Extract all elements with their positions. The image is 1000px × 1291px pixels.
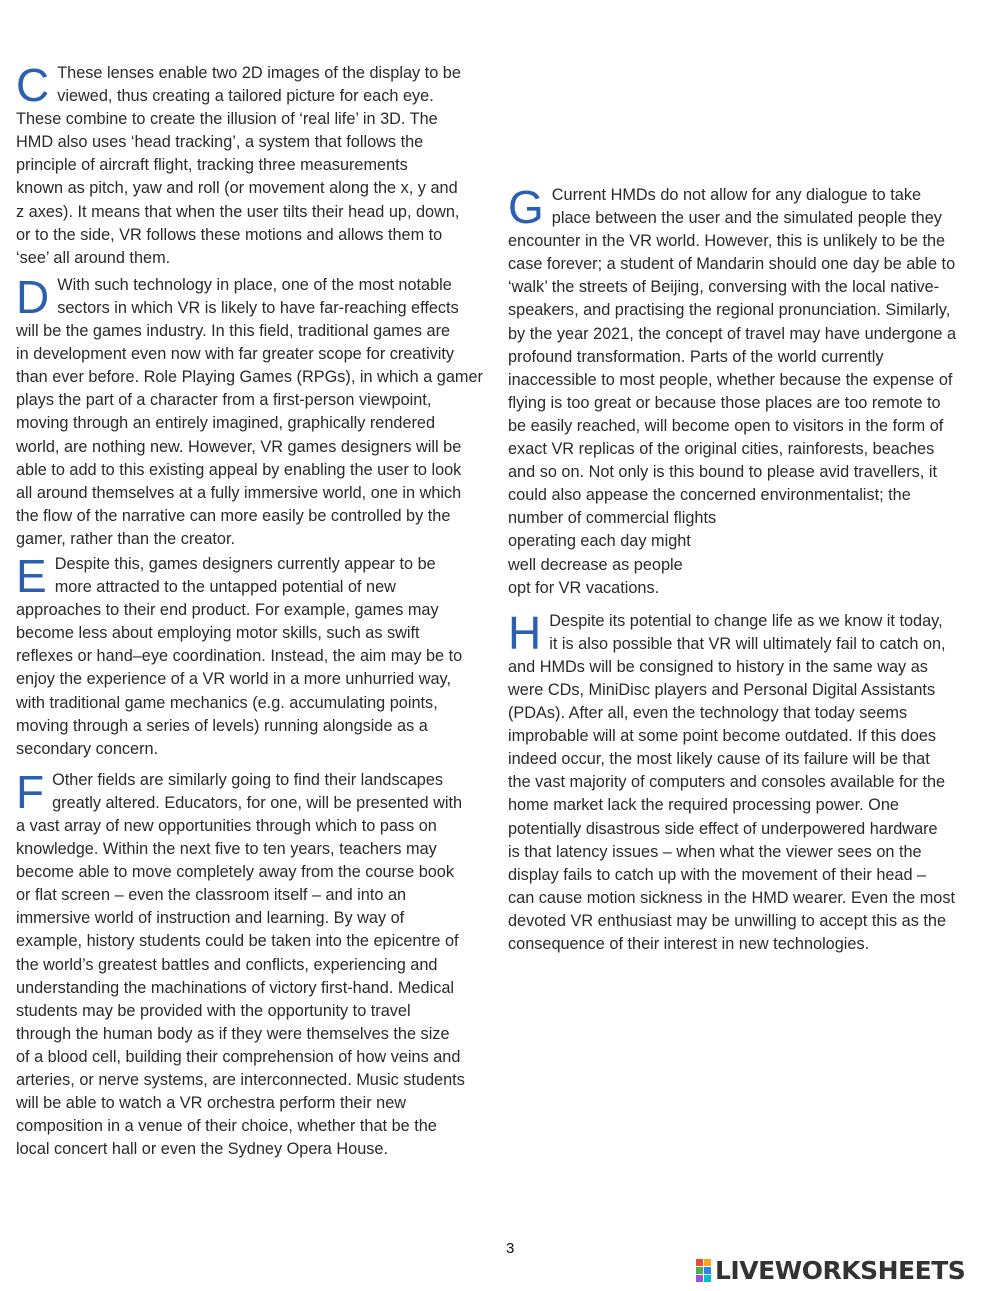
text-line: more attracted to the untapped potential of new [54, 578, 396, 597]
logo-cell [704, 1275, 711, 1282]
paragraph-f [16, 765, 502, 1162]
text-line: able to add to this existing appeal by enabling the user to look [16, 460, 462, 479]
text-line: of a blood cell, building their comprehension of how veins and [16, 1047, 461, 1066]
text-line: by the year 2021, the concept of travel may have undergone a [508, 324, 957, 343]
text-line: Other fields are similarly going to find their landscapes [52, 770, 444, 789]
text-line: Despite this, games designers currently appear to be [54, 554, 436, 573]
text-line: and HMDs will be consigned to history in the same way as [508, 657, 928, 676]
logo-cell [696, 1275, 703, 1282]
text-line: become able to move completely away from the course book [16, 863, 455, 882]
text-line: a vast array of new opportunities through which to pass on [16, 817, 437, 835]
text-line: ‘walk’ the streets of Beijing, conversing with the local native- [508, 278, 940, 297]
text-line: than ever before. Role Playing Games (RPGs), in which a gamer [16, 368, 483, 387]
text-line: will be the games industry. In this field, traditional games are [16, 322, 451, 341]
text-line: greatly altered. Educators, for one, will be presented with [52, 793, 463, 812]
section-letter: G [508, 181, 544, 233]
text-line: it is also possible that VR will ultimately fail to catch on, [549, 634, 946, 653]
text-line: become less about employing motor skills, such as swift [16, 624, 420, 643]
text-line: number of commercial flights [508, 509, 717, 528]
text-line: example, history students could be taken into the epicentre of [16, 932, 459, 951]
page-number: 3 [506, 1240, 515, 1257]
text-line: sectors in which VR is likely to have far-reaching effects [57, 298, 459, 317]
text-line: well decrease as people [508, 555, 683, 574]
text-line: indeed occur, the most likely cause of its failure will be that [508, 750, 930, 769]
text-line: be easily reached, will become open to visitors in the form of [508, 416, 944, 435]
text-line: arteries, or nerve systems, are interconnected. Music students [16, 1071, 465, 1090]
text-line: plays the part of a character from a first-person viewpoint, [16, 391, 432, 410]
text-line: viewed, thus creating a tailored picture for each eye. [57, 87, 434, 106]
liveworksheets-logo-icon [696, 1259, 711, 1282]
text-line: opt for VR vacations. [508, 578, 660, 597]
text-line: profound transformation. Parts of the world currently [508, 347, 884, 366]
text-line: principle of aircraft flight, tracking three measurements [16, 156, 408, 175]
paragraph-e [16, 549, 502, 761]
text-line: reflexes or hand–eye coordination. Instead, the aim may be to [16, 647, 463, 666]
right-column [508, 181, 988, 956]
logo-cell [704, 1259, 711, 1266]
text-line: immersive world of instruction and learning. By way of [16, 909, 405, 928]
text-line: in development even now with far greater scope for creativity [16, 345, 455, 364]
text-line: were CDs, MiniDisc players and Personal Digital Assistants [508, 680, 936, 699]
text-line: These combine to create the illusion of ‘real life’ in 3D. The [16, 110, 438, 129]
section-letter: D [16, 270, 50, 323]
text-line: ‘see’ all around them. [16, 248, 171, 267]
text-line: z axes). It means that when the user tilts their head up, down, [16, 202, 460, 221]
text-line: and so on. Not only is this bound to please avid travellers, it [508, 463, 937, 482]
section-letter: F [16, 765, 45, 818]
text-line: known as pitch, yaw and roll (or movement along the x, y and [16, 179, 458, 198]
text-line: Current HMDs do not allow for any dialogue to take [551, 186, 922, 204]
text-line: through the human body as if they were themselves the size [16, 1024, 450, 1043]
text-line: display fails to catch up with the movement of their head – [508, 865, 927, 884]
paragraph-g [508, 181, 988, 600]
text-line: students may be provided with the opportunity to travel [16, 1001, 411, 1020]
text-line: encounter in the VR world. However, this is unlikely to be the [508, 232, 946, 251]
text-line: is that latency issues – when what the viewer sees on the [508, 842, 922, 861]
logo-cell [704, 1267, 711, 1274]
text-line: will be able to watch a VR orchestra perform their new [16, 1094, 407, 1113]
text-line: improbable will at some point become outdated. If this does [508, 727, 937, 746]
brand-watermark [696, 1255, 996, 1285]
text-line: the world’s greatest battles and conflicts, experiencing and [16, 955, 438, 974]
logo-cell [696, 1267, 703, 1274]
text-line: Despite its potential to change life as we know it today, [549, 611, 943, 630]
paragraph-d [16, 270, 502, 551]
logo-cell [696, 1259, 703, 1266]
text-line: local concert hall or even the Sydney Opera House. [16, 1140, 388, 1159]
text-line: devoted VR enthusiast may be unwilling to accept this as the [508, 911, 947, 930]
text-line: These lenses enable two 2D images of the display to be [57, 64, 461, 82]
section-letter: E [16, 549, 47, 602]
text-line: exact VR replicas of the original cities, rainforests, beaches [508, 440, 935, 459]
text-line: moving through a series of levels) running alongside as a [16, 716, 428, 735]
text-line: flying is too great or because those places are too remote to [508, 393, 941, 412]
text-line: the vast majority of computers and consoles available for the [508, 773, 946, 792]
text-line: speakers, and practising the regional pronunciation. Similarly, [508, 301, 951, 320]
text-line: place between the user and the simulated people they [551, 209, 942, 228]
text-line: case forever; a student of Mandarin should one day be able to [508, 255, 956, 274]
text-line: potentially disastrous side effect of underpowered hardware [508, 819, 938, 838]
text-line: moving through an entirely imagined, graphically rendered [16, 414, 436, 433]
text-line: understanding the machinations of victory first-hand. Medical [16, 978, 455, 997]
text-line: With such technology in place, one of the most notable [57, 275, 452, 294]
text-line: with traditional game mechanics (e.g. accumulating points, [16, 693, 438, 712]
text-line: gamer, rather than the creator. [16, 529, 236, 548]
text-line: operating each day might [508, 532, 691, 551]
text-line: enjoy the experience of a VR world in a more unhurried way, [16, 670, 451, 689]
text-line: approaches to their end product. For example, games may [16, 601, 439, 620]
text-line: (PDAs). After all, even the technology that today seems [508, 704, 908, 723]
section-letter: C [16, 59, 50, 111]
text-line: consequence of their interest in new technologies. [508, 935, 870, 953]
text-line: world, are nothing new. However, VR games designers will be [16, 437, 462, 456]
text-line: secondary concern. [16, 739, 159, 758]
paragraph-c [16, 59, 502, 270]
text-line: knowledge. Within the next five to ten years, teachers may [16, 840, 437, 859]
text-line: could also appease the concerned environmentalist; the [508, 486, 911, 505]
text-line: can cause motion sickness in the HMD wearer. Even the most [508, 888, 956, 907]
text-line: all around themselves at a fully immersive world, one in which [16, 483, 462, 502]
text-line: HMD also uses ‘head tracking’, a system that follows the [16, 133, 424, 152]
text-line: composition in a venue of their choice, whether that be the [16, 1117, 437, 1136]
paragraph-h [508, 606, 988, 956]
text-line: or flat screen – even the classroom itself – and into an [16, 886, 407, 905]
brand-name: LIVEWORKSHEETS [715, 1255, 966, 1285]
text-line: home market lack the required processing power. One [508, 796, 899, 815]
text-line: inaccessible to most people, whether because the expense of [508, 370, 953, 389]
left-column [16, 59, 502, 1161]
text-line: or to the side, VR follows these motions and allows them to [16, 225, 443, 244]
text-line: the flow of the narrative can more easily be controlled by the [16, 506, 451, 525]
section-letter: H [508, 606, 542, 659]
